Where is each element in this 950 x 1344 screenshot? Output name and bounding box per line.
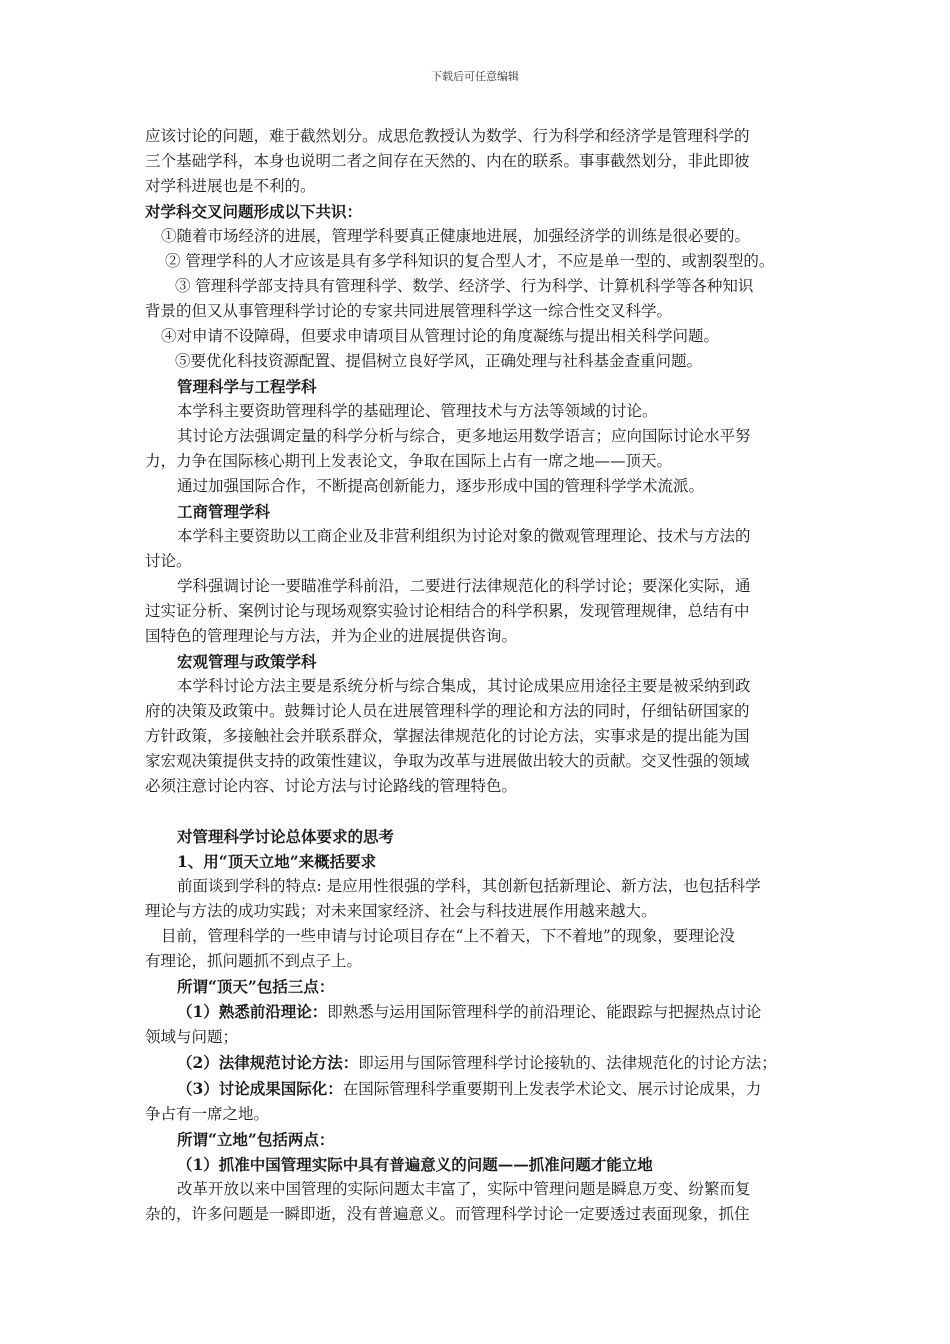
list-item-lead: （3）讨论成果国际化：	[177, 1079, 343, 1098]
subsection-heading: 所谓“立地”包括两点：	[177, 1130, 335, 1149]
paragraph-line: 方针政策，多接触社会并联系群众，掌握法律规范化的讨论方法，实事求是的提出能为国	[145, 727, 750, 745]
list-item	[145, 999, 808, 1025]
paragraph-line: 目前，管理科学的一些申请与讨论项目存在“上不着天，下不着地”的现象，要理论没	[161, 927, 735, 945]
list-item	[145, 1050, 808, 1076]
paragraph-line: 背景的但又从事管理科学讨论的专家共同进展管理科学这一综合性交叉科学。	[145, 302, 673, 320]
paragraph-line: 领域与问题；	[145, 1028, 239, 1046]
page-header: 下载后可任意编辑	[431, 70, 519, 83]
list-item: ⑤要优化科技资源配置、提倡树立良好学风，正确处理与社科基金查重问题。	[175, 352, 703, 370]
list-item: ①随着市场经济的进展，管理学科要真正健康地进展，加强经济学的训练是很必要的。	[161, 227, 751, 245]
paragraph-line: 三个基础学科，本身也说明二者之间存在天然的、内在的联系。事事截然划分，非此即彼	[145, 152, 750, 170]
section-heading: 宏观管理与政策学科	[177, 652, 317, 671]
paragraph-line: 争占有一席之地。	[145, 1105, 270, 1123]
paragraph-line: 学科强调讨论一要瞄准学科前沿，二要进行法律规范化的科学讨论；要深化实际，通	[177, 577, 751, 595]
list-item-heading: （1）抓准中国管理实际中具有普遍意义的问题——抓准问题才能立地	[177, 1155, 653, 1174]
section-heading: 工商管理学科	[177, 502, 271, 521]
blank-line	[145, 799, 808, 824]
paragraph-line: 必须注意讨论内容、讨论方法与讨论路线的管理特色。	[145, 777, 518, 795]
paragraph-line: 杂的，许多问题是一瞬即逝，没有普遍意义。而管理科学讨论一定要透过表面现象，抓住	[145, 1205, 750, 1223]
paragraph-line: 本学科主要资助管理科学的基础理论、管理技术与方法等领域的讨论。	[177, 402, 658, 420]
list-item-text: 即运用与国际管理科学讨论接轨的、法律规范化的讨论方法；	[358, 1054, 777, 1072]
paragraph-line: 应该讨论的问题，难于截然划分。成思危教授认为数学、行为科学和经济学是管理科学的	[145, 127, 750, 145]
list-item: ④对申请不设障碍，但要求申请项目从管理讨论的角度凝练与提出相关科学问题。	[161, 327, 720, 345]
paragraph-line: 有理论，抓问题抓不到点子上。	[145, 952, 363, 970]
list-item-text: 即熟悉与运用国际管理科学的前沿理论、能跟踪与把握热点讨论	[327, 1003, 762, 1021]
paragraph-line: 府的决策及政策中。鼓舞讨论人员在进展管理科学的理论和方法的同时，仔细钻研国家的	[145, 702, 750, 720]
list-item-lead: （1）熟悉前沿理论：	[177, 1002, 328, 1021]
paragraph-line: 家宏观决策提供支持的政策性建议，争取为改革与进展做出较大的贡献。交叉性强的领域	[145, 752, 750, 770]
paragraph-line: 其讨论方法强调定量的科学分析与综合，更多地运用数学语言；应向国际讨论水平努	[177, 427, 751, 445]
subsection-heading: 所谓“顶天”包括三点：	[177, 977, 335, 996]
paragraph-line: 讨论。	[145, 552, 192, 570]
list-item-text: 在国际管理科学重要期刊上发表学术论文、展示讨论成果，力	[342, 1080, 762, 1098]
section-heading: 管理科学与工程学科	[177, 377, 317, 396]
paragraph-line: 本学科讨论方法主要是系统分析与综合集成，其讨论成果应用途径主要是被采纳到政	[177, 677, 751, 695]
paragraph-line: 国特色的管理理论与方法，并为企业的进展提供咨询。	[145, 627, 518, 645]
subsection-heading: 1、用“顶天立地”来概括要求	[177, 852, 377, 871]
list-item	[145, 1076, 808, 1102]
paragraph-line: 力，力争在国际核心期刊上发表论文，争取在国际上占有一席之地——顶天。	[145, 452, 673, 470]
paragraph-line: 过实证分析、案例讨论与现场观察实验讨论相结合的科学积累，发现管理规律，总结有中	[145, 602, 750, 620]
document-body	[145, 124, 808, 1227]
paragraph-line: 通过加强国际合作，不断提高创新能力，逐步形成中国的管理科学学术流派。	[177, 477, 705, 495]
section-heading: 对学科交叉问题形成以下共识：	[145, 202, 363, 221]
list-item: ② 管理学科的人才应该是具有多学科知识的复合型人才，不应是单一型的、或割裂型的。	[165, 252, 775, 270]
paragraph-line: 对学科进展也是不利的。	[145, 177, 316, 195]
list-item-lead: （2）法律规范讨论方法：	[177, 1053, 359, 1072]
paragraph-line: 前面谈到学科的特点: 是应用性很强的学科，其创新包括新理论、新方法，也包括科学	[177, 877, 761, 895]
paragraph-line: 理论与方法的成功实践；对未来国家经济、社会与科技进展作用越来越大。	[145, 902, 657, 920]
paragraph-line: 改革开放以来中国管理的实际问题太丰富了，实际中管理问题是瞬息万变、纷繁而复	[177, 1180, 751, 1198]
section-heading: 对管理科学讨论总体要求的思考	[177, 827, 395, 846]
list-item: ③ 管理科学部支持具有管理科学、数学、经济学、行为科学、计算机科学等各种知识	[175, 277, 754, 295]
paragraph-line: 本学科主要资助以工商企业及非营利组织为讨论对象的微观管理理论、技术与方法的	[177, 527, 751, 545]
